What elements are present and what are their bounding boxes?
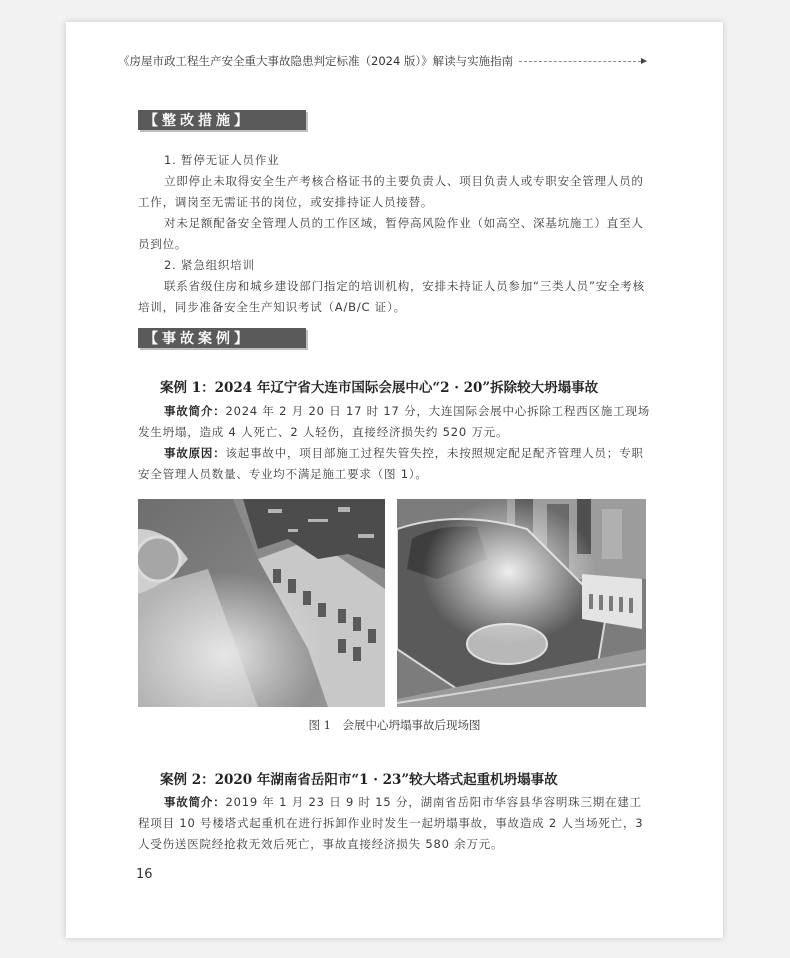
- case1-cause-label: 事故原因：: [164, 446, 226, 460]
- case1-title: 案例 1：2024 年辽宁省大连市国际会展中心“2 · 20”拆除较大坍塌事故: [160, 380, 599, 396]
- running-header: [118, 53, 647, 69]
- page-number: 16: [136, 867, 153, 882]
- collapse-photo-right-image: [397, 499, 646, 707]
- item1-heading: 1. 暂停无证人员作业: [164, 153, 280, 167]
- item1-paragraph2: 对未足额配备安全管理人员的工作区域，暂停高风险作业（如高空、深基坑施工）直至人员到位。: [138, 216, 644, 251]
- item2-heading: 2. 紧急组织培训: [164, 258, 255, 272]
- case1-summary-label: 事故简介：: [164, 404, 226, 418]
- case2-summary-text: 2019 年 1 月 23 日 9 时 15 分，湖南省岳阳市华容县华容明珠三期在建工程项目 10 号楼塔式起重机在进行拆卸作业时发生一起坍塌事故，事故造成 2 人当场死亡，3 人受伤送医院经抢救无效后死亡，事故直接经济损失 580 余万元。: [138, 795, 644, 851]
- section-tag-cases: 【事故案例】: [138, 328, 306, 348]
- arrow-icon: [641, 58, 647, 64]
- rectification-text: [138, 150, 651, 318]
- section-tag-rectification: 【整改措施】: [138, 110, 306, 130]
- header-rule: [519, 61, 641, 62]
- case1-cause: [138, 443, 651, 485]
- case2-title: 案例 2：2020 年湖南省岳阳市“1 · 23”较大塔式起重机坍塌事故: [160, 772, 558, 788]
- case2-summary-label: 事故简介：: [164, 795, 226, 809]
- book-page: [66, 22, 723, 938]
- collapse-photo-right: [397, 499, 646, 707]
- case1-summary: [138, 401, 651, 443]
- figure1-caption: 图 1 会展中心坍塌事故后现场图: [308, 718, 481, 732]
- case2-text: [138, 792, 651, 855]
- item2-paragraph1: 联系省级住房和城乡建设部门指定的培训机构，安排未持证人员参加“三类人员”安全考核培训，同步准备安全生产知识考试（A/B/C 证）。: [138, 279, 645, 314]
- case1-cause-text: 该起事故中，项目部施工过程失管失控，未按照规定配足配齐管理人员；专职安全管理人员数量、专业均不满足施工要求（图 1）。: [138, 446, 644, 481]
- collapse-photo-left: [138, 499, 385, 707]
- running-title: 《房屋市政工程生产安全重大事故隐患判定标准（2024 版）》解读与实施指南: [118, 54, 514, 68]
- case2-summary: [138, 792, 651, 855]
- case1-summary-text: 2024 年 2 月 20 日 17 时 17 分，大连国际会展中心拆除工程西区施工现场发生坍塌，造成 4 人死亡、2 人轻伤，直接经济损失约 520 万元。: [138, 404, 651, 439]
- item1-paragraph1: 立即停止未取得安全生产考核合格证书的主要负责人、项目负责人或专职安全管理人员的工作，调岗至无需证书的岗位，或安排持证人员接替。: [138, 174, 644, 209]
- collapse-photo-left-image: [138, 499, 385, 707]
- case1-text: [138, 401, 651, 485]
